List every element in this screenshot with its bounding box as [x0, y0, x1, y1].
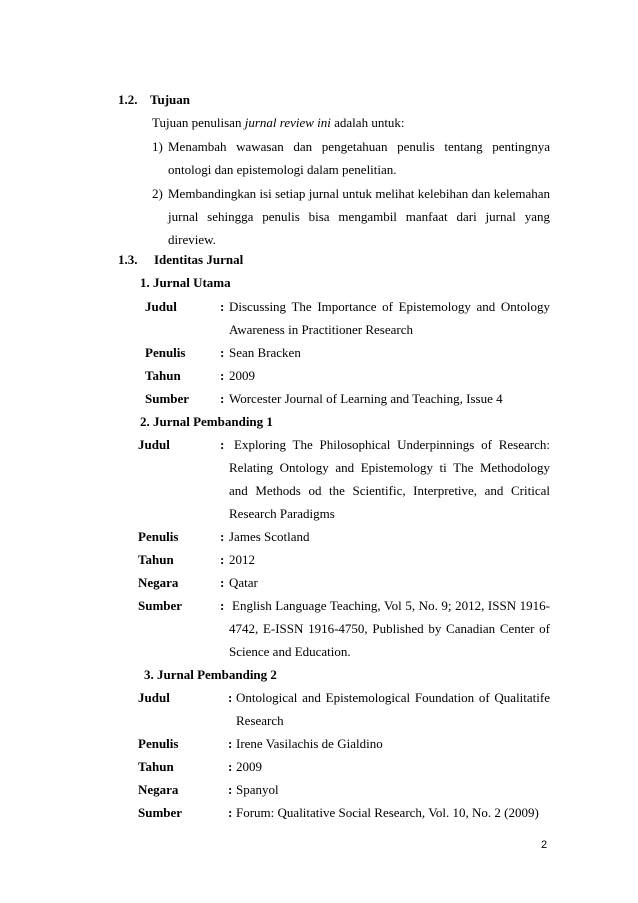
field-value: Research [236, 713, 284, 728]
field-value: 2012 [229, 552, 255, 567]
field-value: Spanyol [236, 782, 279, 797]
journal-title: 3. Jurnal Pembanding 2 [144, 667, 277, 682]
field-label: Penulis [138, 529, 179, 544]
field-value: Exploring The Philosophical Underpinnings of Research: [234, 437, 550, 452]
list-item-number: 1) [152, 139, 163, 154]
field-value: Awareness in Practitioner Research [229, 322, 413, 337]
field-colon: : [220, 299, 225, 314]
field-colon: : [228, 782, 233, 797]
field-label: Negara [138, 782, 179, 797]
field-value: 4742, E-ISSN 1916-4750, Published by Canadian Center of [229, 621, 550, 636]
list-item-line: direview. [168, 232, 216, 247]
field-value: Research Paradigms [229, 506, 335, 521]
journal-title: 1. Jurnal Utama [140, 275, 231, 290]
field-label: Judul [138, 437, 170, 452]
field-value: James Scotland [229, 529, 310, 544]
field-value: Qatar [229, 575, 258, 590]
intro-text: Tujuan penulisan [152, 115, 242, 130]
field-label: Sumber [138, 805, 183, 820]
field-label: Penulis [145, 345, 186, 360]
field-value: Science and Education. [229, 644, 351, 659]
field-value: and Methods od the Scientific, Interpretive, and Critical [229, 483, 550, 498]
field-colon: : [220, 529, 225, 544]
field-colon: : [228, 759, 233, 774]
field-label: Tahun [145, 368, 181, 383]
field-value: Relating Ontology and Epistemology ti The Methodology [229, 460, 550, 475]
field-label: Judul [145, 299, 177, 314]
field-label: Tahun [138, 552, 174, 567]
field-label: Sumber [145, 391, 190, 406]
field-colon: : [220, 437, 225, 452]
list-item-line: Menambah wawasan dan pengetahuan penulis tentang pentingnya [168, 139, 550, 154]
section-number: 1.3. [118, 252, 138, 267]
field-label: Penulis [138, 736, 179, 751]
field-colon: : [228, 690, 233, 705]
field-colon: : [220, 552, 225, 567]
page-number: 2 [541, 839, 548, 851]
field-value: Irene Vasilachis de Gialdino [236, 736, 383, 751]
field-label: Negara [138, 575, 179, 590]
field-colon: : [220, 575, 225, 590]
intro-paragraph [152, 115, 405, 131]
section-number: 1.2. [118, 92, 138, 107]
list-item-line: jurnal sehingga penulis bisa mengambil manfaat dari jurnal yang [168, 209, 550, 224]
section-heading: Tujuan [150, 92, 190, 107]
field-colon: : [220, 368, 225, 383]
field-value: 2009 [229, 368, 255, 383]
list-item-line: ontologi dan epistemologi dalam penelitian. [168, 162, 397, 177]
field-colon: : [220, 391, 225, 406]
field-value: Discussing The Importance of Epistemology and Ontology [229, 299, 550, 314]
section-heading: Identitas Jurnal [154, 252, 244, 267]
list-item-line: Membandingkan isi setiap jurnal untuk melihat kelebihan dan kelemahan [168, 186, 550, 201]
field-colon: : [220, 598, 225, 613]
field-label: Judul [138, 690, 170, 705]
field-value: English Language Teaching, Vol 5, No. 9; 2012, ISSN 1916- [232, 598, 550, 613]
field-colon: : [228, 736, 233, 751]
field-value: Worcester Journal of Learning and Teaching, Issue 4 [229, 391, 503, 406]
intro-text-end: adalah untuk: [334, 115, 405, 130]
field-value: Sean Bracken [229, 345, 301, 360]
journal-title: 2. Jurnal Pembanding 1 [140, 414, 273, 429]
list-item-number: 2) [152, 186, 163, 201]
field-value: Ontological and Epistemological Foundation of Qualitatife [236, 690, 550, 705]
field-value: 2009 [236, 759, 262, 774]
field-value: Forum: Qualitative Social Research, Vol. 10, No. 2 (2009) [236, 805, 539, 820]
intro-italic-text: jurnal review ini [244, 115, 331, 130]
field-label: Tahun [138, 759, 174, 774]
field-colon: : [228, 805, 233, 820]
field-colon: : [220, 345, 225, 360]
field-label: Sumber [138, 598, 183, 613]
